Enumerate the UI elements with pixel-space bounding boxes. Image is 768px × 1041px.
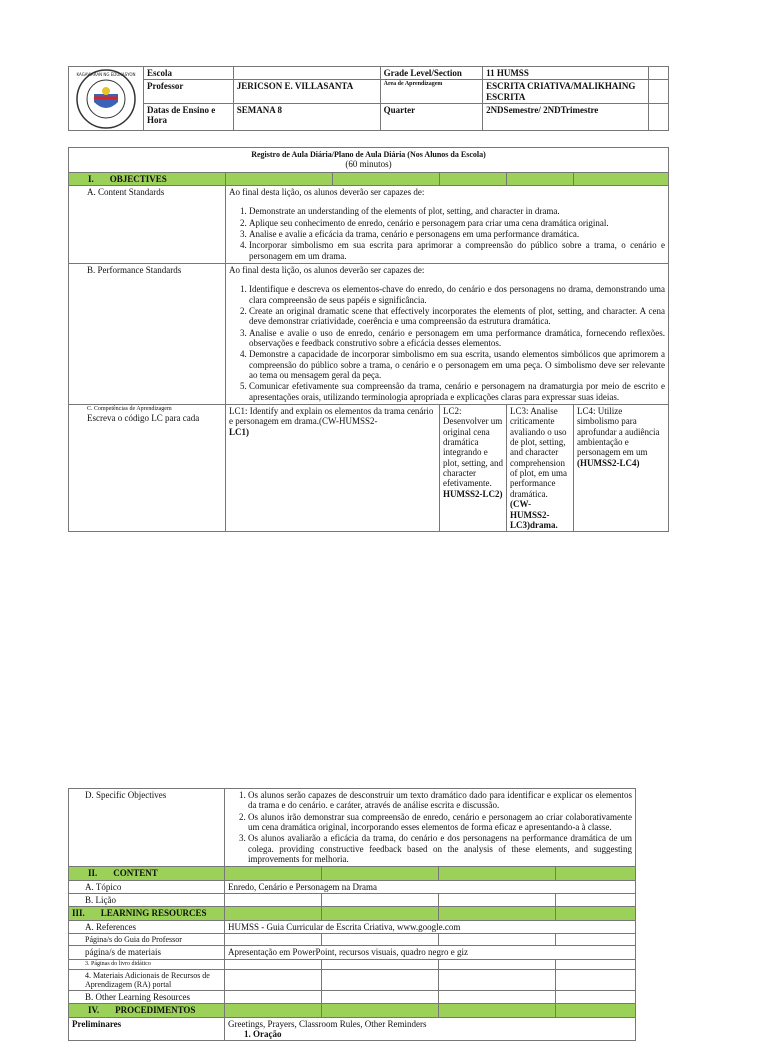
list-item: 1. Os alunos serão capazes de desconstruir um texto dramático dado para identificar e explicar os elementos da trama e do cenário. e caráter, através de análise escrita e discussão.: [248, 790, 632, 811]
specific-objectives-label: D. Specific Objectives: [69, 789, 225, 867]
lr-title: LEARNING RESOURCES: [100, 908, 207, 919]
school-header-table: [68, 66, 669, 131]
preliminaries-cell: [225, 1017, 636, 1041]
area-value: ESCRITA CRIATIVA/MALIKHAING ESCRITA: [483, 80, 649, 104]
references-label: A. References: [69, 920, 225, 933]
lc3-code: (CW-HUMSS2-LC3)drama.: [510, 499, 558, 530]
professor-value: JERICSON E. VILLASANTA: [233, 80, 380, 104]
topico-value: Enredo, Cenário e Personagem na Drama: [225, 880, 636, 893]
lc4-code: (HUMSS2-LC4): [577, 457, 640, 468]
lc2-code: HUMSS2-LC2): [443, 488, 503, 499]
green-cell: [322, 867, 439, 880]
empty-cell: [225, 990, 322, 1003]
escola-label: Escola: [144, 67, 234, 80]
lc2-cell: [440, 405, 507, 532]
empty-cell: [556, 959, 636, 969]
learning-resources-heading: [69, 907, 225, 920]
additional-materials-label: 4. Materiais Adicionais de Recursos de Aprendizagem (RA) portal: [69, 969, 225, 990]
empty-cell: [225, 934, 322, 946]
datas-value: SEMANA 8: [233, 104, 380, 131]
green-cell: [226, 172, 333, 185]
licao-label: B. Lição: [69, 894, 225, 907]
list-item: 1. Demonstrate an understanding of the elements of plot, setting, and character in drama.: [249, 206, 665, 216]
materials-pages-label: página/s de materiais: [69, 946, 225, 959]
list-item: 3. Analise e avalie a eficácia da trama, cenário e personagens em uma performance dramática.: [249, 229, 665, 239]
empty-cell: [225, 894, 322, 907]
green-cell: [225, 867, 322, 880]
other-resources-label: B. Other Learning Resources: [69, 990, 225, 1003]
green-cell: [322, 907, 439, 920]
lc3-text: LC3: Analise criticamente avaliando o uso de plot, setting, and character comprehension of plot, em uma performance dramática.: [510, 406, 567, 499]
lc4-text: LC4: Utilize simbolismo para aprofundar a audiência ambientação e personagem em um: [577, 406, 660, 458]
lc1-code: LC1): [229, 426, 249, 437]
lc1-cell: [226, 405, 440, 532]
specific-objectives-cell: [225, 789, 636, 867]
datas-label: Datas de Ensino e Hora: [144, 104, 234, 131]
empty-cell: [556, 894, 636, 907]
content-standards-list: [229, 206, 665, 261]
empty-cell: [322, 934, 439, 946]
empty-cell: [225, 969, 322, 990]
doc-duration: (60 minutos): [345, 159, 392, 170]
green-cell: [322, 1004, 439, 1017]
content-standards-label: A. Content Standards: [69, 185, 226, 263]
list-item: 2. Aplique seu conhecimento de enredo, cenário e personagem para criar uma cena dramática original.: [249, 218, 665, 228]
deped-seal-icon: [74, 68, 138, 130]
preliminaries-label: Preliminares: [69, 1017, 225, 1041]
empty-cell: [439, 990, 556, 1003]
empty-cell: [556, 934, 636, 946]
professor-label: Professor: [144, 80, 234, 104]
content-standards-cell: [226, 185, 669, 263]
performance-standards-list: [229, 284, 665, 402]
lc1-text: LC1: Identify and explain os elementos da trama cenário e personagem em drama.(CW-HUMSS2-: [229, 406, 434, 427]
list-item: 4. Demonstre a capacidade de incorporar simbolismo em sua escrita, usando elementos simbólicos que aprimorem a compreensão do público sobre a trama, o cenário e o personagem em uma peça. O simbolismo deve ser relevante ao tema ou mensagem geral da peça.: [249, 349, 665, 380]
grade-value: 11 HUMSS: [483, 67, 649, 80]
list-item: 2. Create an original dramatic scene that effectively incorporates the elements of plot, setting, and character. A cena deve demonstrar criatividade, coerência e uma compreensão da estrutura dramática.: [249, 306, 665, 327]
svg-text:KAGAWARAN NG EDUKASYON: KAGAWARAN NG EDUKASYON: [76, 71, 136, 77]
learning-competencies-label: [69, 405, 226, 532]
materials-value: Apresentação em PowerPoint, recursos visuais, quadro negro e giz: [225, 946, 636, 959]
empty-cell: [439, 959, 556, 969]
performance-standards-cell: [226, 263, 669, 404]
escola-value: [233, 67, 380, 80]
lc3-cell: [507, 405, 574, 532]
empty-cell: [439, 894, 556, 907]
list-item: 1. Identifique e descreva os elementos-chave do enredo, do cenário e dos personagens no drama, demonstrando uma clara compreensão de seus papéis e significância.: [249, 284, 665, 305]
specific-objectives-list: [228, 790, 632, 864]
page2-table: [68, 788, 636, 1041]
proc-num: IV.: [88, 1005, 100, 1016]
quarter-label: Quarter: [380, 104, 482, 131]
quarter-value: 2NDSemestre/ 2NDTrimestre: [483, 104, 649, 131]
topico-label: A. Tópico: [69, 880, 225, 893]
empty-cell: [322, 969, 439, 990]
lc4-cell: [574, 405, 669, 532]
green-cell: [556, 1004, 636, 1017]
empty-cell: [322, 894, 439, 907]
header-spacer: [648, 104, 668, 131]
objectives-table: [68, 147, 669, 532]
green-cell: [556, 867, 636, 880]
procedures-heading: [69, 1004, 225, 1017]
empty-cell: [225, 959, 322, 969]
content-heading: [69, 867, 225, 880]
proc-title: PROCEDIMENTOS: [115, 1005, 196, 1016]
empty-cell: [322, 959, 439, 969]
lr-num: III.: [72, 908, 85, 919]
green-cell: [440, 172, 507, 185]
lc2-text: LC2: Desenvolver um original cena dramática integrando e plot, setting, and character efetivamente.: [443, 406, 503, 489]
empty-cell: [439, 969, 556, 990]
green-cell: [333, 172, 440, 185]
green-cell: [556, 907, 636, 920]
header-spacer: [648, 80, 668, 104]
title-cell: [69, 148, 669, 173]
content-title: CONTENT: [113, 868, 158, 879]
empty-cell: [556, 990, 636, 1003]
list-item: 2. Os alunos irão demonstrar sua compreensão de enredo, cenário e personagem ao criar colaborativamente um cena dramática original, incorporando esses elementos de forma eficaz e apresentando-a à classe.: [248, 812, 632, 833]
grade-label: Grade Level/Section: [380, 67, 482, 80]
header-spacer: [648, 67, 668, 80]
references-value: HUMSS - Guia Curricular de Escrita Criativa, www.google.com: [225, 920, 636, 933]
teacher-guide-label: Página/s do Guia do Professor: [69, 934, 225, 946]
green-cell: [225, 907, 322, 920]
doc-title: Registro de Aula Diária/Plano de Aula Diária (Nos Alunos da Escola): [251, 150, 486, 159]
green-cell: [439, 907, 556, 920]
area-label: Área de Aprendizagem: [380, 80, 482, 104]
empty-cell: [322, 990, 439, 1003]
list-item: 3. Analise e avalie o uso de enredo, cenário e personagem em uma performance dramática, fornecendo reflexões. observações e feedback construtivo sobre a eficácia desses elementos.: [249, 328, 665, 349]
oracao-item: 1. Oração: [244, 1028, 282, 1039]
green-cell: [439, 1004, 556, 1017]
green-cell: [574, 172, 669, 185]
empty-cell: [439, 934, 556, 946]
performance-standards-intro: Ao final desta lição, os alunos deverão ser capazes de:: [229, 264, 425, 275]
green-cell: [439, 867, 556, 880]
objectives-num: I.: [88, 173, 94, 184]
competencies-title: C. Competências de Aprendizagem: [87, 406, 172, 413]
objectives-heading: [69, 172, 226, 185]
green-cell: [507, 172, 574, 185]
content-standards-intro: Ao final desta lição, os alunos deverão ser capazes de:: [229, 186, 425, 197]
competencies-sub: Escreva o código LC para cada: [87, 412, 200, 423]
objectives-title: OBJECTIVES: [109, 173, 167, 184]
textbook-pages-label: 3. Páginas do livro didático: [69, 959, 225, 969]
list-item: 4. Incorporar simbolismo em sua escrita para aprimorar a compreensão do público sobre a trama, o cenário e personagem em um drama.: [249, 240, 665, 261]
green-cell: [225, 1004, 322, 1017]
list-item: 3. Os alunos avaliarão a eficácia da trama, do cenário e dos personagens na performance dramática de um colega. providing constructive feedback based on the analysis of these elements, and suggesting improvements for melhoria.: [248, 833, 632, 864]
content-num: II.: [88, 868, 98, 879]
list-item: 5. Comunicar efetivamente sua compreensão da trama, cenário e personagem na dramaturgia por meio de escrito e apresentações orais, utilizando terminologia apropriada e explicações claras para expressar suas ideias.: [249, 381, 665, 402]
seal-cell: [69, 67, 144, 131]
performance-standards-label: B. Performance Standards: [69, 263, 226, 404]
preliminaries-value: Greetings, Prayers, Classroom Rules, Other Reminders: [228, 1018, 427, 1029]
empty-cell: [556, 969, 636, 990]
